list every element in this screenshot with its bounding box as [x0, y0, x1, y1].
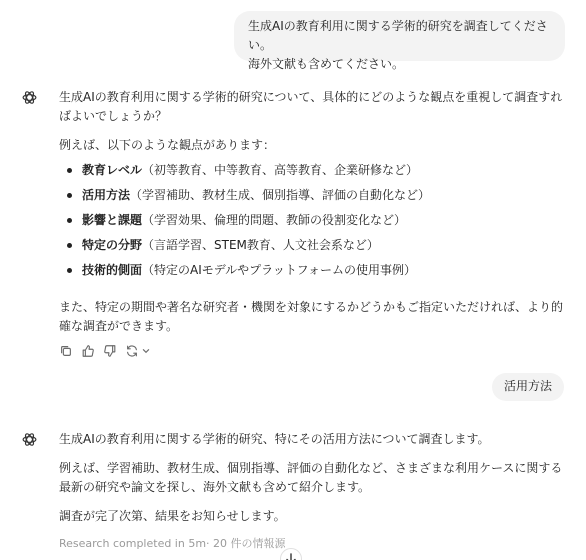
message-actions [59, 343, 151, 359]
assistant-paragraph: 生成AIの教育利用に関する学術的研究、特にその活用方法について調査します。 [59, 432, 490, 446]
assistant-message [59, 430, 569, 536]
list-item [59, 236, 569, 261]
user-message-line: 海外文献も含めてください。 [248, 57, 405, 71]
scroll-down-button[interactable] [280, 548, 302, 560]
assistant-examples-lead: 例えば、以下のような観点があります： [59, 138, 276, 152]
list-item [59, 261, 569, 286]
user-message-text: 活用方法 [503, 379, 552, 393]
aspect-detail: （言語学習、STEM教育、人文社会系など） [142, 238, 379, 252]
arrow-down-icon [281, 549, 301, 560]
aspect-detail: （特定のAIモデルやプラットフォームの使用事例） [142, 263, 416, 277]
assistant-paragraph: 例えば、学習補助、教材生成、個別指導、評価の自動化など、さまざまな利用ケースに関する最新の研究や論文を探し、海外文献も含めて紹介します。 [59, 461, 563, 494]
assistant-paragraph: 調査が完了次第、結果をお知らせします。 [59, 509, 286, 523]
thumbs-down-icon[interactable] [103, 344, 117, 358]
research-status[interactable]: Research completed in 5m· 20 件の情報源 [59, 537, 286, 550]
aspect-term: 技術的側面 [82, 263, 143, 277]
aspect-term: 特定の分野 [82, 238, 143, 252]
list-item [59, 161, 569, 186]
copy-icon[interactable] [59, 344, 73, 358]
aspect-detail: （学習補助、教材生成、個別指導、評価の自動化など） [130, 188, 431, 202]
assistant-message [59, 88, 569, 336]
thumbs-up-icon[interactable] [81, 344, 95, 358]
user-message-bubble [492, 373, 564, 401]
assistant-intro: 生成AIの教育利用に関する学術的研究について、具体的にどのような観点を重視して調査すればよいでしょうか？ [59, 90, 563, 123]
list-item [59, 186, 569, 211]
assistant-closing: また、特定の期間や著名な研究者・機関を対象にするかどうかもご指定いただければ、より的確な調査ができます。 [59, 300, 564, 333]
aspect-term: 活用方法 [82, 188, 131, 202]
aspect-list [59, 161, 569, 286]
aspect-term: 影響と課題 [82, 213, 143, 227]
chevron-down-icon[interactable] [141, 344, 151, 358]
user-message-bubble [234, 11, 565, 71]
aspect-term: 教育レベル [82, 163, 143, 177]
aspect-detail: （初等教育、中等教育、高等教育、企業研修など） [142, 163, 419, 177]
list-item [59, 211, 569, 236]
regenerate-icon[interactable] [125, 344, 139, 358]
assistant-logo-icon [21, 89, 38, 106]
assistant-logo-icon [21, 431, 38, 448]
user-message-line: 生成AIの教育利用に関する学術的研究を調査してください。 [248, 19, 548, 52]
aspect-detail: （学習効果、倫理的問題、教師の役割変化など） [142, 213, 407, 227]
